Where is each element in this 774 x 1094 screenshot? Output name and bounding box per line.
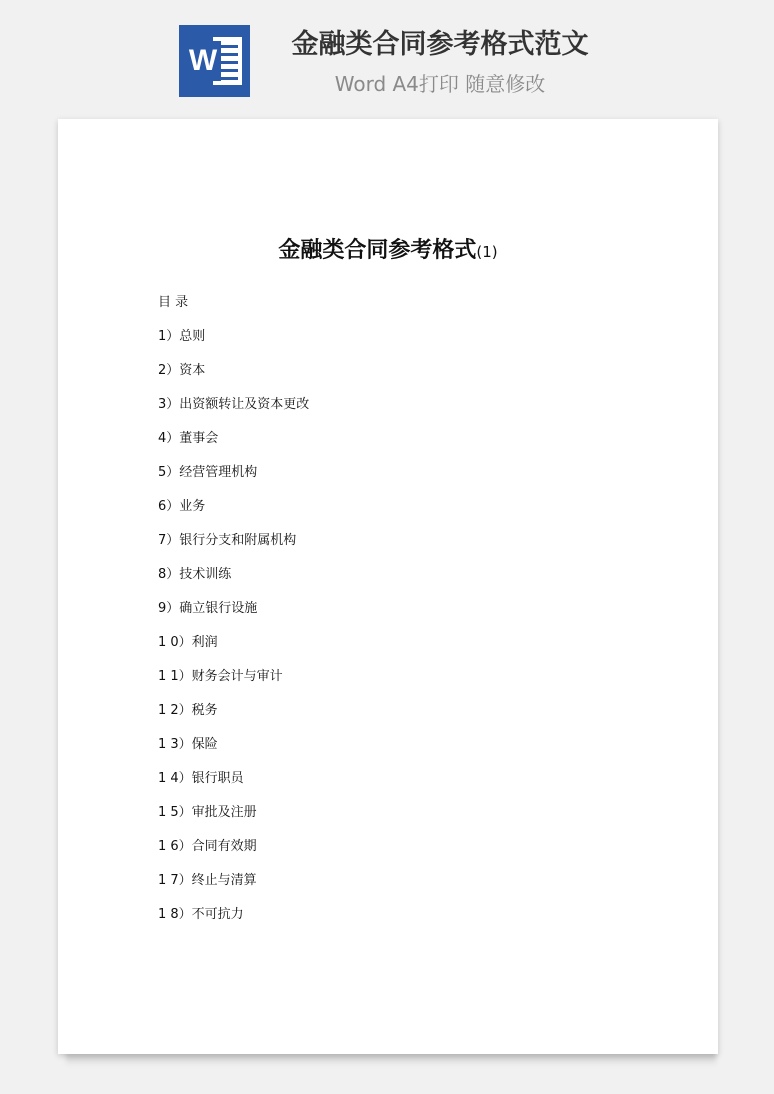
toc-item: 4）董事会 — [158, 431, 219, 446]
toc-heading: 目 录 — [158, 295, 189, 310]
toc-item: 1 1）财务会计与审计 — [158, 669, 283, 684]
toc-item: 1 6）合同有效期 — [158, 839, 257, 854]
toc-item: 9）确立银行设施 — [158, 601, 258, 616]
toc-item: 1 8）不可抗力 — [158, 907, 244, 922]
document-title-main: 金融类合同参考格式 — [278, 238, 477, 263]
header-subtitle: Word A4打印 随意修改 — [334, 72, 546, 96]
header-title: 金融类合同参考格式范文 — [291, 29, 589, 60]
toc-item: 1 7）终止与清算 — [158, 873, 257, 888]
word-logo-icon — [179, 25, 250, 97]
toc-item: 6）业务 — [158, 499, 206, 514]
paper-shadow — [66, 1052, 716, 1066]
toc-item: 3）出资额转让及资本更改 — [158, 397, 310, 412]
toc-item: 2）资本 — [158, 363, 206, 378]
toc-item: 1 0）利润 — [158, 635, 218, 650]
toc-item: 8）技术训练 — [158, 567, 232, 582]
toc-item: 1）总则 — [158, 329, 206, 344]
logo-letter: W — [185, 41, 221, 81]
header — [0, 0, 774, 118]
toc-item: 7）银行分支和附属机构 — [158, 533, 297, 548]
toc-list — [158, 328, 309, 940]
toc-item: 5）经营管理机构 — [158, 465, 258, 480]
toc-item: 1 3）保险 — [158, 737, 218, 752]
document-page — [58, 119, 718, 1054]
document-title-number: (1) — [476, 243, 498, 261]
toc-item: 1 2）税务 — [158, 703, 218, 718]
toc-item: 1 4）银行职员 — [158, 771, 244, 786]
toc-item: 1 5）审批及注册 — [158, 805, 257, 820]
document-title — [58, 235, 718, 268]
